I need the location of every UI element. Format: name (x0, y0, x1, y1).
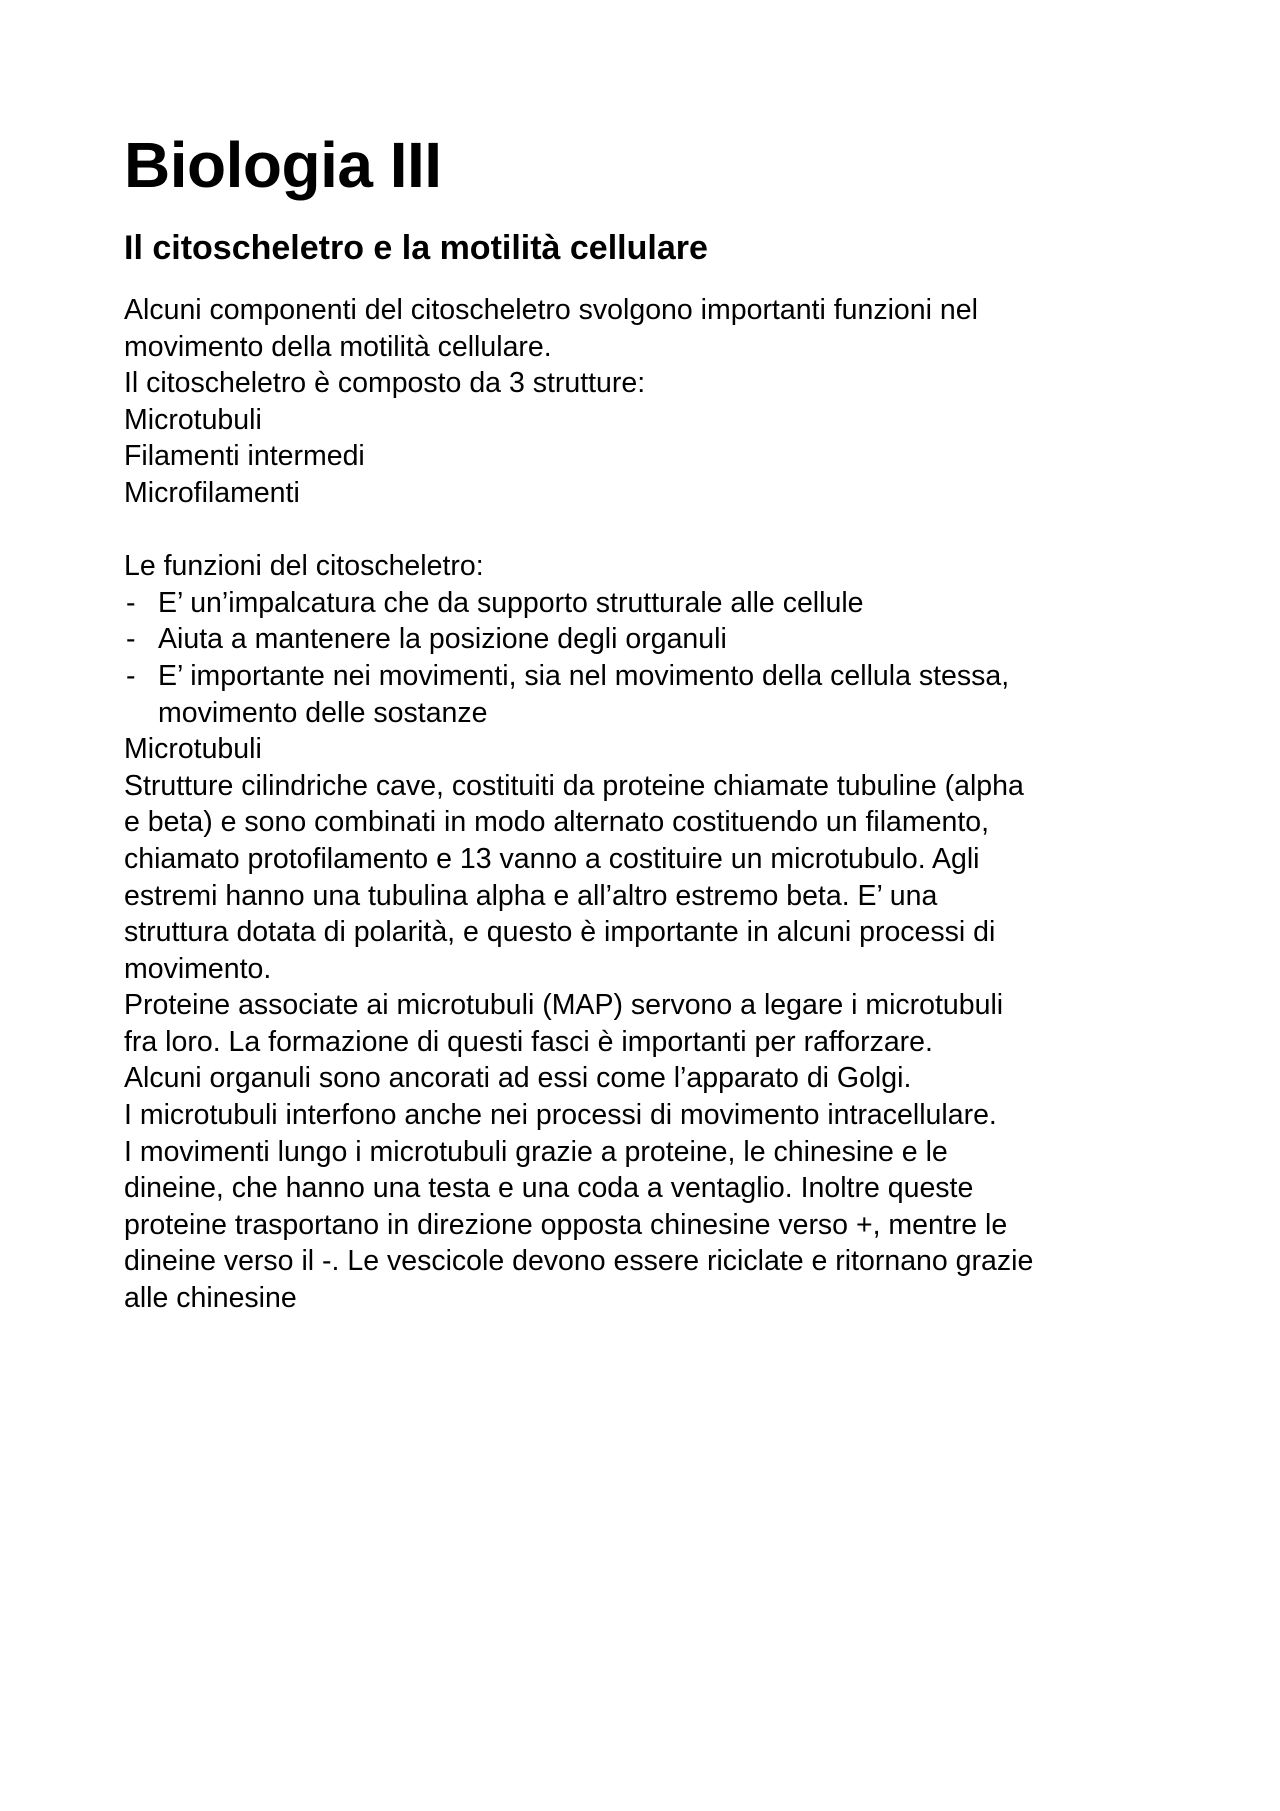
page-title: Biologia III (124, 129, 442, 201)
text-line: movimento della motilità cellulare. (124, 330, 552, 363)
microtubuli-paragraph (124, 731, 1184, 1317)
list-item-text: E’ importante nei movimenti, sia nel movimento della cellula stessa, (158, 659, 1010, 692)
text-line: chiamato protofilamento e 13 vanno a costituire un microtubulo. Agli (124, 842, 980, 875)
text-line: dineine, che hanno una testa e una coda a ventaglio. Inoltre queste (124, 1172, 974, 1205)
text-line: struttura dotata di polarità, e questo è importante in alcuni processi di (124, 916, 996, 949)
text-line: Proteine associate ai microtubuli (MAP) servono a legare i microtubuli (124, 989, 1004, 1022)
text-line: dineine verso il -. Le vescicole devono essere riciclate e ritornano grazie (124, 1245, 1034, 1278)
text-line: fra loro. La formazione di questi fasci è importanti per rafforzare. (124, 1025, 933, 1058)
functions-heading: Le funzioni del citoscheletro: (124, 550, 484, 583)
dash-bullet-icon: - (126, 659, 136, 692)
text-line: estremi hanno una tubulina alpha e all’altro estremo beta. E’ una (124, 879, 938, 912)
text-line: Microfilamenti (124, 476, 300, 509)
text-line: Strutture cilindriche cave, costituiti da proteine chiamate tubuline (alpha (124, 769, 1024, 802)
intro-paragraph (124, 292, 1184, 512)
dash-bullet-icon: - (126, 586, 136, 619)
document-body (124, 292, 1184, 1317)
text-line: alle chinesine (124, 1282, 297, 1315)
dash-bullet-icon: - (126, 623, 136, 656)
text-line: proteine trasportano in direzione opposta chinesine verso +, mentre le (124, 1208, 1008, 1241)
list-item (124, 585, 1184, 622)
text-line: I microtubuli interfono anche nei processi di movimento intracellulare. (124, 1099, 997, 1132)
functions-list (124, 585, 1184, 731)
list-item (124, 658, 1184, 731)
list-item-text: Aiuta a mantenere la posizione degli organuli (158, 623, 727, 656)
text-line: Microtubuli (124, 403, 262, 436)
paragraph-spacer (124, 512, 1184, 549)
text-line: movimento. (124, 952, 272, 985)
list-item-text: movimento delle sostanze (158, 696, 488, 729)
text-line: Alcuni componenti del citoscheletro svolgono importanti funzioni nel (124, 294, 978, 326)
list-item-text: E’ un’impalcatura che da supporto strutturale alle cellule (158, 586, 864, 619)
section-heading: Il citoscheletro e la motilità cellulare (124, 229, 708, 267)
text-line: Microtubuli (124, 733, 262, 766)
text-line: e beta) e sono combinati in modo alternato costituendo un filamento, (124, 806, 990, 839)
text-line: Filamenti intermedi (124, 440, 365, 473)
document-page (124, 126, 1184, 1317)
list-item (124, 621, 1184, 658)
text-line: I movimenti lungo i microtubuli grazie a proteine, le chinesine e le (124, 1135, 948, 1168)
text-line: Il citoscheletro è composto da 3 strutture: (124, 367, 646, 400)
text-line: Alcuni organuli sono ancorati ad essi come l’apparato di Golgi. (124, 1062, 912, 1095)
